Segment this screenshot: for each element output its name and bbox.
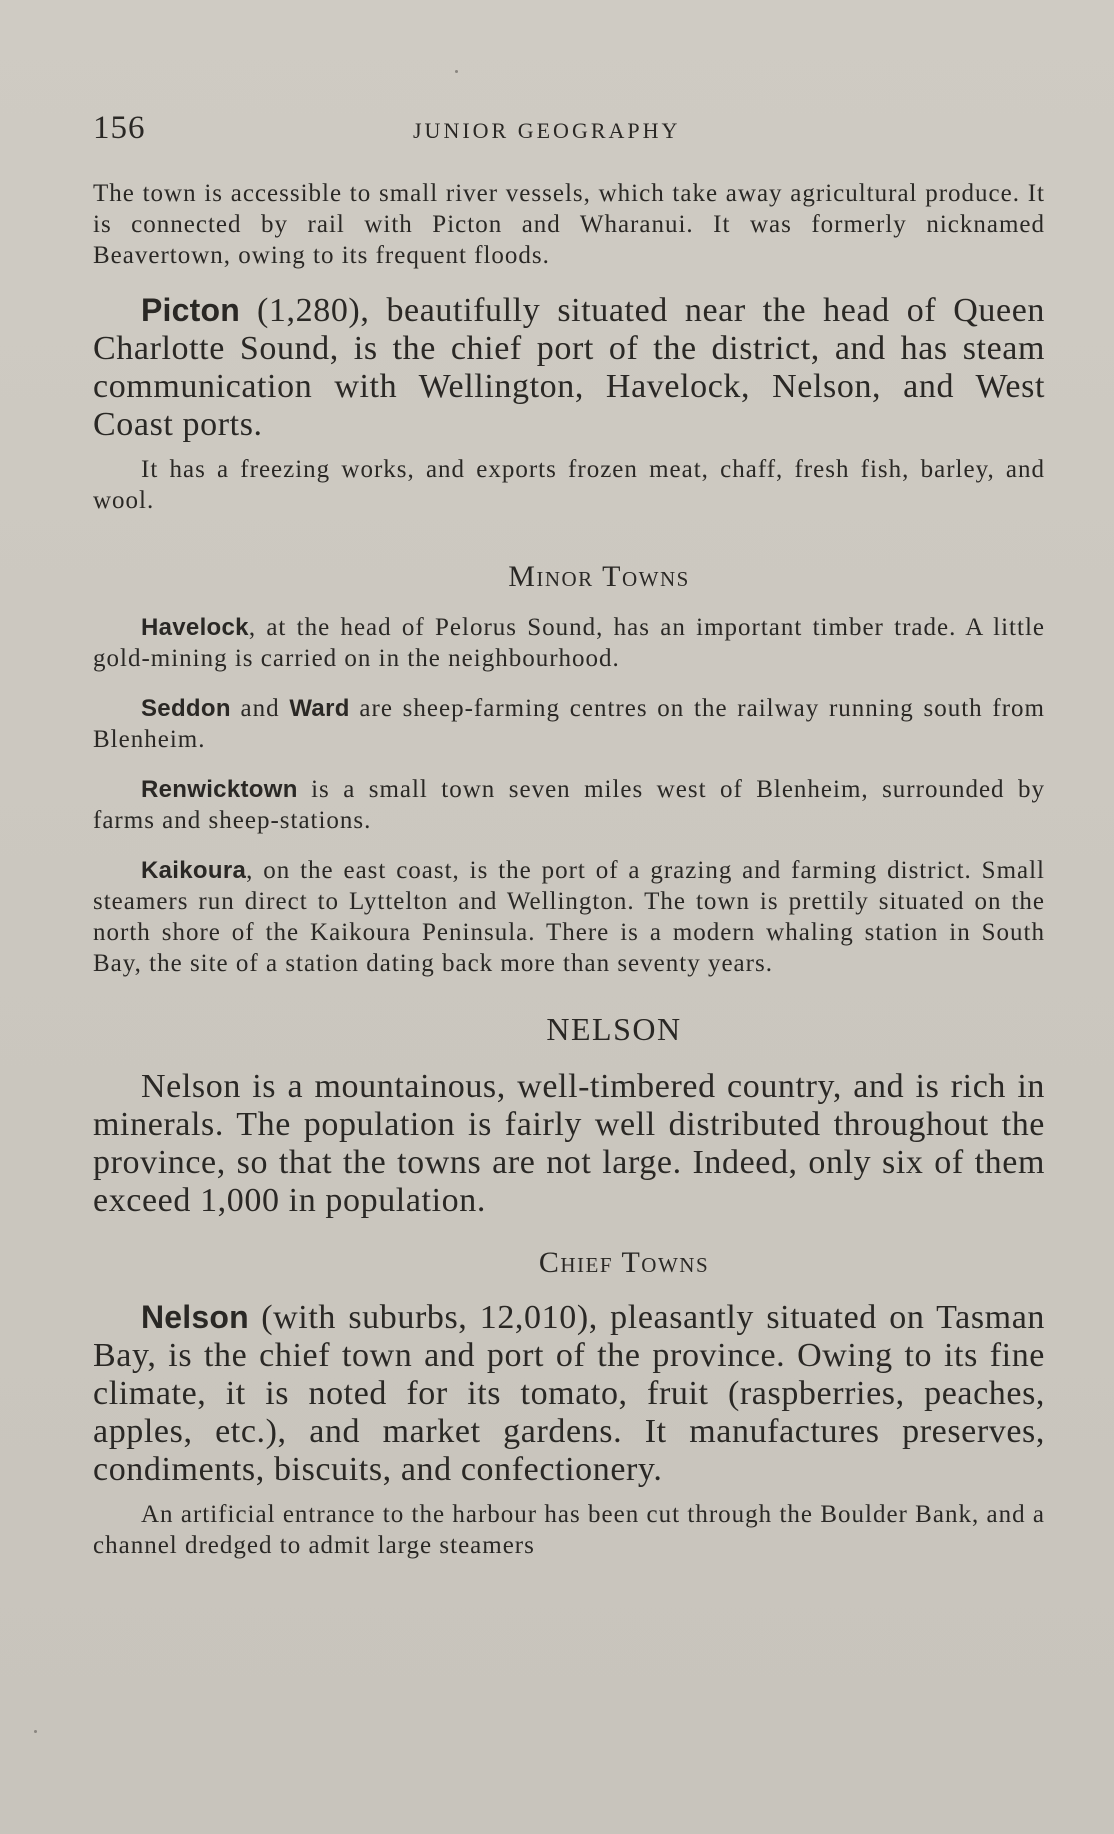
page-header <box>93 110 1053 150</box>
nelson-town-name: Nelson <box>141 1299 249 1335</box>
harbour-paragraph: An artificial entrance to the harbour has been cut through the Boulder Bank, and a channel dredged to admit large steamers <box>93 1501 1045 1559</box>
nelson-town-paragraph <box>93 1298 1045 1489</box>
paper-speck <box>455 70 458 73</box>
havelock-paragraph <box>93 612 1045 674</box>
intro-continued-paragraph: The town is accessible to small river vessels, which take away agricultural produce. It is connected by rail with Picton and Wharanui. It was formerly nicknamed Beavertown, owing to its frequent floods. <box>93 180 1045 269</box>
picton-paragraph <box>93 291 1045 444</box>
havelock-name: Havelock <box>141 614 249 641</box>
page-number: 156 <box>93 110 146 146</box>
renwicktown-paragraph <box>93 774 1045 836</box>
nelson-heading: NELSON <box>546 1011 682 1047</box>
nelson-intro-paragraph: Nelson is a mountainous, well-timbered country, and is rich in minerals. The population is fairly well distributed throughout the province, so that the towns are not large. Indeed, only six of them exceed 1,000 in population. <box>93 1068 1045 1219</box>
paper-speck <box>34 1730 37 1733</box>
seddon-ward-paragraph <box>93 693 1045 755</box>
chief-towns-heading: Chief Towns <box>538 1246 710 1279</box>
picton-text: (1,280), beautifully situated near the head of Queen Charlotte Sound, is the chief port of the district, and has steam communication with Wellington, Havelock, Nelson, and West Coast ports. <box>93 292 1045 443</box>
ward-name: Ward <box>289 695 350 722</box>
renwicktown-name: Renwicktown <box>141 776 298 803</box>
page-body <box>93 178 1045 1561</box>
running-head: JUNIOR GEOGRAPHY <box>413 118 681 143</box>
kaikoura-text: , on the east coast, is the port of a grazing and farming district. Small steamers run direct to Lyttelton and Wellington. The town is prettily situated on the north shore of the Kaikoura Peninsula. There is a modern whaling station in South Bay, the site of a station dating back more than seventy years. <box>93 857 1045 977</box>
seddon-name: Seddon <box>141 695 231 722</box>
nelson-town-text: (with suburbs, 12,010), pleasantly situated on Tasman Bay, is the chief town and port of the province. Owing to its fine climate, it is noted for its tomato, fruit (raspberries, peaches, apples, etc.), and market gardens. It manufactures preserves, condiments, biscuits, and confectionery. <box>93 1299 1045 1488</box>
minor-towns-heading: Minor Towns <box>508 560 690 593</box>
kaikoura-paragraph <box>93 855 1045 979</box>
havelock-text: , at the head of Pelorus Sound, has an important timber trade. A little gold-mining is carried on in the neighbourhood. <box>93 614 1045 672</box>
picton-detail-paragraph: It has a freezing works, and exports frozen meat, chaff, fresh fish, barley, and wool. <box>93 456 1045 514</box>
picton-name: Picton <box>141 292 240 328</box>
seddon-ward-joiner: and <box>230 695 290 722</box>
renwicktown-text: is a small town seven miles west of Blenheim, surrounded by farms and sheep-stations. <box>93 776 1045 834</box>
seddon-ward-text: are sheep-farming centres on the railway running south from Blenheim. <box>93 695 1045 753</box>
kaikoura-name: Kaikoura <box>141 857 247 884</box>
